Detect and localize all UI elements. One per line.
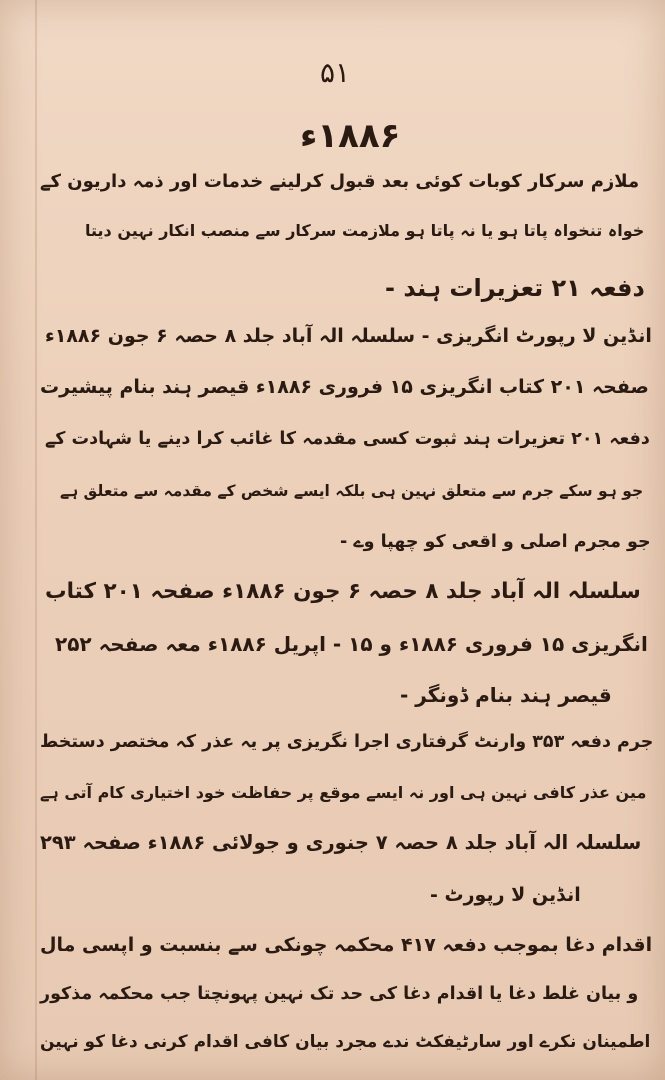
text-line-1: ملازم سرکار کوبات کوئی بعد قبول کرلینے خدمات اور ذمہ داریون کے — [40, 171, 640, 192]
text-line-8: جو مجرم اصلی و اقعی کو چھپا وے - — [340, 532, 651, 552]
text-line-12: جرم دفعہ ۳۵۳ وارنٹ گرفتاری اجرا نگریزی پر یہ عذر کہ مختصر دستخط — [40, 732, 654, 752]
text-line-18: اطمینان نکرے اور سارٹیفکٹ ندے مجرد بیان کافی اقدام کرنی دغا کو نہین — [40, 1032, 651, 1052]
text-line-11: قیصر ہند بنام ڈونگر - — [400, 683, 612, 707]
text-line-13: مین عذر کافی نہین ہی اور نہ ایسے موقع پر حفاظت خود اختیاری کام آتی ہے — [40, 783, 647, 802]
text-line-7: جو ہو سکے جرم سے متعلق نہین ہی بلکہ ایسے شخص کے مقدمہ سے متعلق ہے — [60, 482, 644, 500]
year-heading: ۱۸۸۶ء — [300, 116, 401, 156]
text-line-2: خواہ تنخواہ پاتا ہو یا نہ پاتا ہو ملازمت سرکار سے منصب انکار نہین دیتا — [85, 221, 645, 240]
text-line-16: اقدام دغا بموجب دفعہ ۴۱۷ محکمہ چونکی سے بنسبت و اپسی مال — [40, 934, 653, 956]
text-line-15: انڈین لا رپورٹ - — [430, 884, 581, 906]
text-line-6: دفعہ ۲۰۱ تعزیرات ہند ثبوت کسی مقدمہ کا غائب کرا دینے یا شہادت کے — [45, 429, 650, 449]
text-line-5: صفحہ ۲۰۱ کتاب انگریزی ۱۵ فروری ۱۸۸۶ء قیصر ہند بنام پیشیرت — [40, 376, 649, 398]
text-line-3: دفعہ ۲۱ تعزیرات ہند - — [385, 274, 645, 302]
text-line-9: سلسلہ الہ آباد جلد ۸ حصہ ۶ جون ۱۸۸۶ء صفحہ ۲۰۱ کتاب — [45, 579, 641, 604]
text-line-17: و بیان غلط دغا یا اقدام دغا کی حد تک نہین پہونچتا جب محکمہ مذکور — [40, 984, 639, 1004]
text-line-4: انڈین لا رپورٹ انگریزی - سلسلہ الہ آباد جلد ۸ حصہ ۶ جون ۱۸۸۶ء — [45, 325, 652, 347]
page-number: ۵۱ — [320, 56, 351, 89]
text-line-10: انگریزی ۱۵ فروری ۱۸۸۶ء و ۱۵ - اپریل ۱۸۸۶ء معہ صفحہ ۲۵۲ — [55, 632, 648, 656]
text-line-14: سلسلہ الہ آباد جلد ۸ حصہ ۷ جنوری و جولائی ۱۸۸۶ء صفحہ ۲۹۳ — [40, 831, 642, 854]
page-crease — [35, 0, 37, 1080]
